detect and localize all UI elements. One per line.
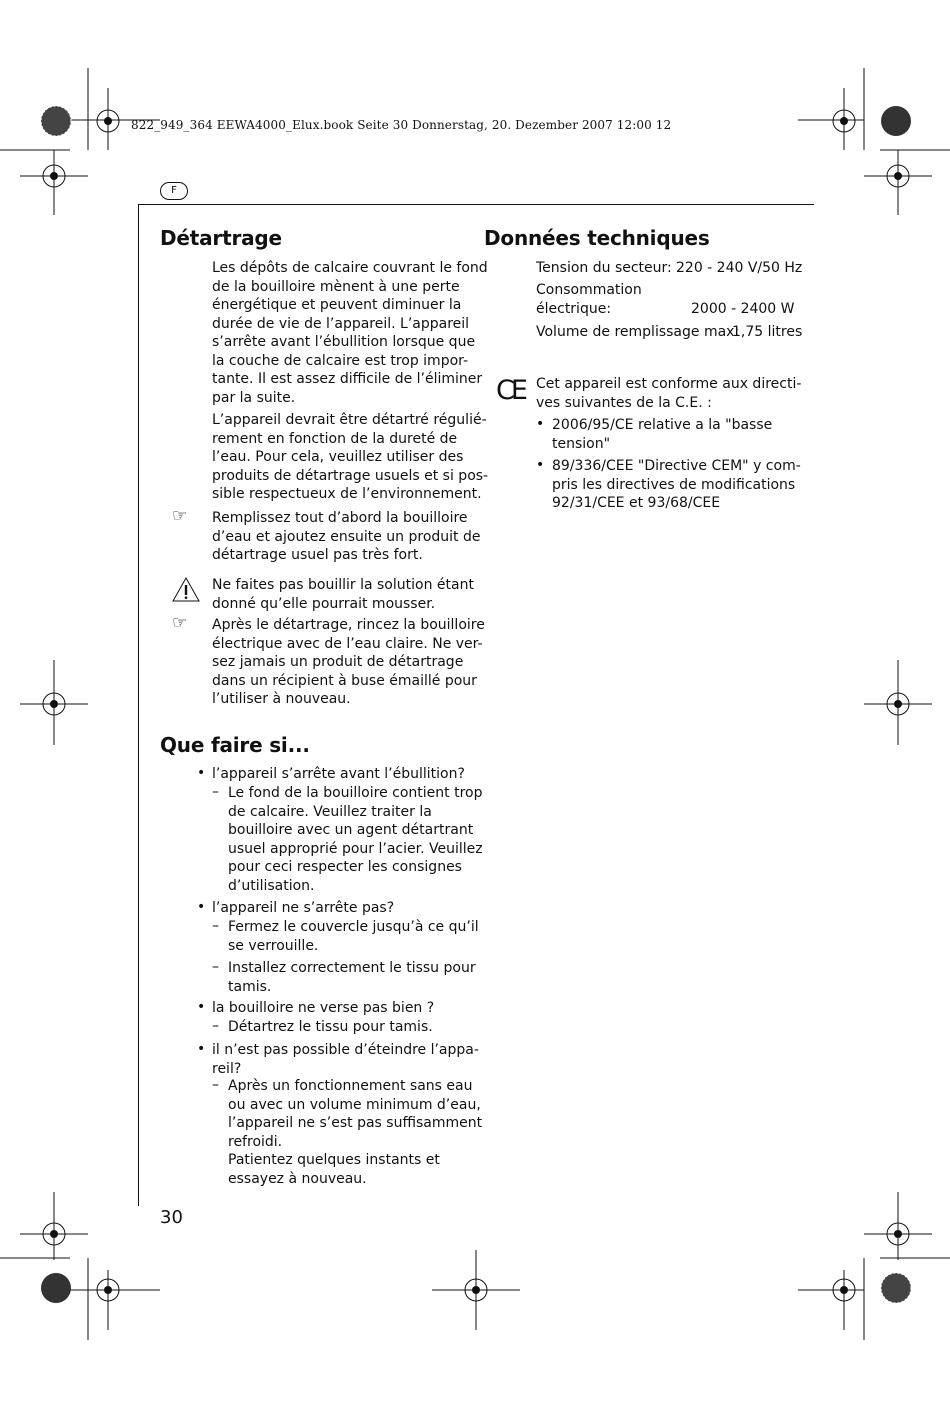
question-2: l’appareil ne s’arrête pas? (212, 900, 395, 916)
conso-value: 2000 - 2400 W (691, 301, 795, 317)
que-faire-title: Que faire si... (160, 733, 310, 757)
detartrage-para1: Les dépôts de calcaire couvrant le fond de la bouilloire mènent à une perte énergétique et peuvent diminuer la durée de vie de l’appareil. L’appareil s’arrête avant l’ébullition lorsque que la couche de calcaire est trop impor- tante. Il est assez difficile de l’éliminer par la suite. (212, 260, 488, 406)
bullet: • (197, 1041, 206, 1057)
left-rule (138, 204, 139, 1206)
question-4: il n’est pas possible d’éteindre l’appa- reil? (212, 1042, 479, 1077)
dash: – (212, 784, 219, 800)
answer-1: Le fond de la bouilloire contient trop de calcaire. Veuillez traiter la bouilloire avec un agent détartrant usuel approprié pour l’acier. Veuillez pour ceci respecter les consignes d’utilisation. (228, 785, 483, 894)
bullet: • (536, 457, 545, 473)
answer-4: Après un fonctionnement sans eau ou avec un volume minimum d’eau, l’appareil ne s’est pas suffisamment refroidi. Patientez quelques instants et essayez à nouveau. (228, 1078, 483, 1187)
volume-label: Volume de remplissage max: (536, 324, 740, 340)
ce-item-2: 89/336/CEE "Directive CEM" y com- pris les directives de modifications 92/31/CEE et 93/68/CEE (552, 458, 801, 511)
answer-3: Détartrez le tissu pour tamis. (228, 1019, 433, 1035)
conso-label-2: électrique: (536, 301, 612, 317)
page-number: 30 (160, 1207, 183, 1228)
warning-triangle-icon (171, 576, 201, 603)
bullet: • (536, 416, 545, 432)
dash: – (212, 1018, 219, 1034)
detartrage-para2: L’appareil devrait être détartré régulié- rement en fonction de la dureté de l’eau. Pour cela, veuillez utiliser des produits de détartrage usuels et si pos- sible respectueux de l’environnement. (212, 412, 489, 502)
print-header: 822_949_364 EEWA4000_Elux.book Seite 30 Donnerstag, 20. Dezember 2007 12:00 12 (131, 118, 672, 132)
dash: – (212, 959, 219, 975)
detartrage-title: Détartrage (160, 226, 282, 250)
language-badge: F (160, 182, 188, 200)
ce-item-1: 2006/95/CE relative a la "basse tension" (552, 417, 773, 452)
detartrage-tip2: Après le détartrage, rincez la bouilloire électrique avec de l’eau claire. Ne ver- sez jamais un produit de détartrage dans un récipient à buse émaillé pour l’utiliser à nouveau. (212, 617, 485, 707)
answer-2b: Installez correctement le tissu pour tamis. (228, 960, 476, 995)
dash: – (212, 1077, 219, 1093)
pointing-hand-icon: ☞ (172, 613, 188, 633)
ce-mark-icon: CE (496, 375, 524, 406)
conso-label-1: Consommation (536, 282, 642, 298)
volume-value: 1,75 litres (732, 324, 803, 340)
tension-value: 220 - 240 V/50 Hz (676, 260, 803, 276)
question-3: la bouilloire ne verse pas bien ? (212, 1000, 435, 1016)
donnees-title: Données techniques (484, 226, 710, 250)
tension-label: Tension du secteur: (536, 260, 672, 276)
ce-text: Cet appareil est conforme aux directi- ves suivantes de la C.E. : (536, 376, 802, 411)
detartrage-warning: Ne faites pas bouillir la solution étant donné qu’elle pourrait mousser. (212, 577, 474, 612)
detartrage-tip1: Remplissez tout d’abord la bouilloire d’eau et ajoutez ensuite un produit de détartrage usuel pas très fort. (212, 510, 481, 563)
top-rule (138, 204, 814, 205)
pointing-hand-icon: ☞ (172, 506, 188, 526)
bullet: • (197, 899, 206, 915)
question-1: l’appareil s’arrête avant l’ébullition? (212, 766, 465, 782)
bullet: • (197, 999, 206, 1015)
dash: – (212, 918, 219, 934)
bullet: • (197, 765, 206, 781)
answer-2a: Fermez le couvercle jusqu’à ce qu’il se verrouille. (228, 919, 479, 954)
